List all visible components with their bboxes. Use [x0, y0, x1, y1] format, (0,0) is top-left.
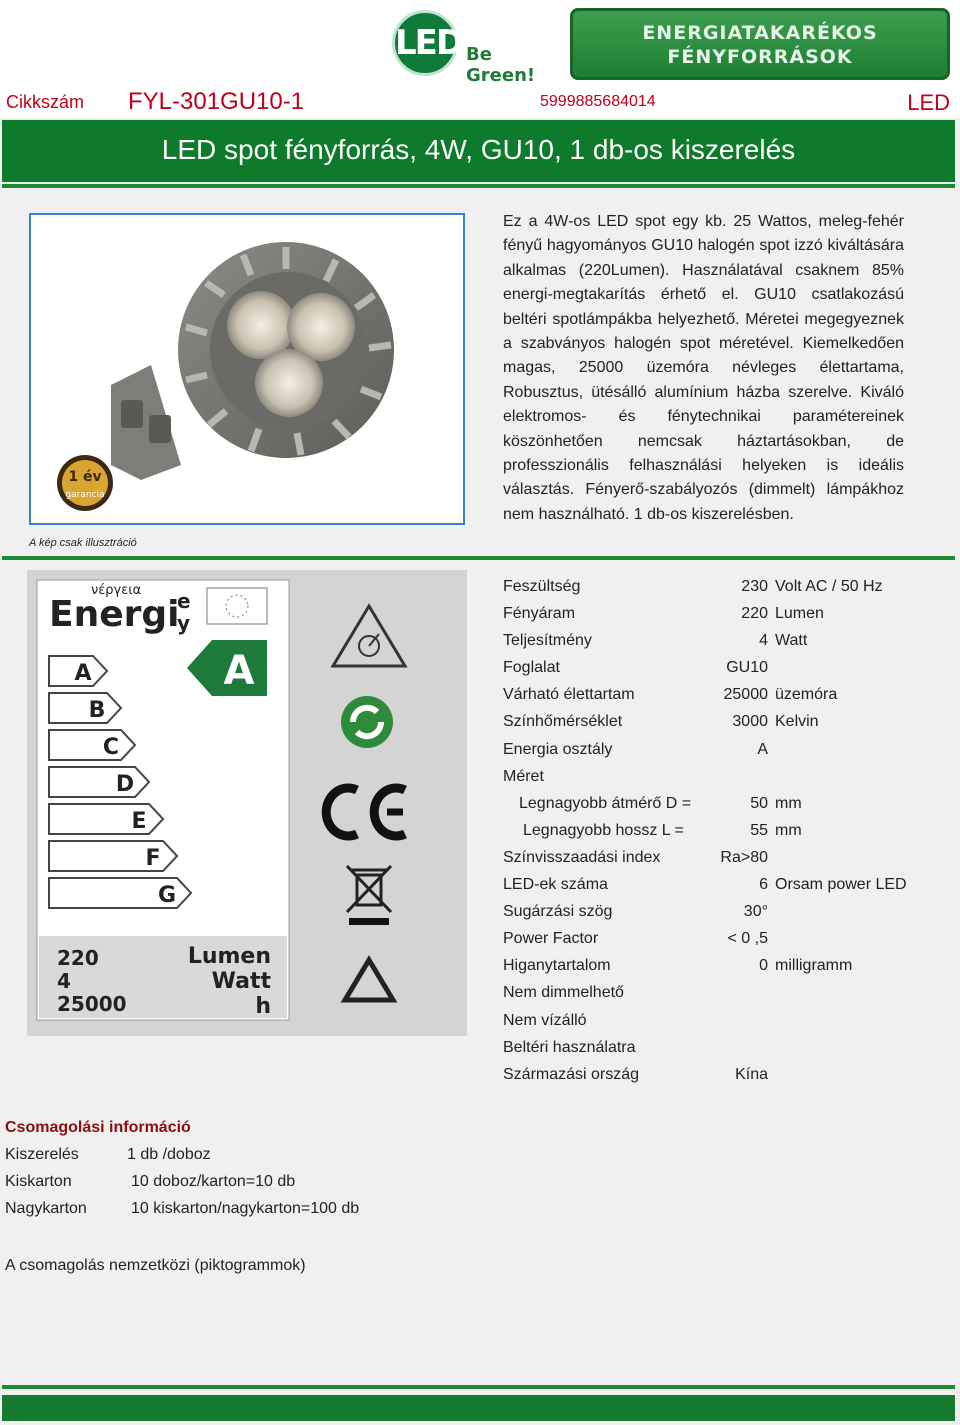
label-value-watt: 4: [57, 969, 71, 993]
energy-class-arrow: [49, 730, 135, 760]
energy-class-letter: D: [115, 772, 135, 797]
spec-row: [503, 1007, 933, 1034]
spec-value: 3000: [732, 713, 768, 731]
energy-label-graphic: [27, 570, 467, 1036]
spec-value: 6: [759, 876, 768, 894]
badge-top-text: 1 év: [68, 469, 102, 485]
spec-table: [503, 573, 933, 1088]
led-spot-bulb-illustration: [31, 215, 463, 523]
warranty-badge: [57, 455, 113, 511]
spec-unit: Watt: [775, 632, 808, 650]
spec-unit: mm: [775, 821, 802, 839]
product-title: LED spot fényforrás, 4W, GU10, 1 db-os kiszerelés: [2, 120, 955, 182]
energy-class-letter: A: [74, 661, 92, 686]
spec-label: Legnagyobb hossz L =: [523, 821, 684, 839]
spec-label: Színhőmérséklet: [503, 713, 623, 731]
category-label: LED: [907, 90, 950, 115]
spec-label: Beltéri használatra: [503, 1038, 636, 1056]
label-value-hours: 25000: [57, 992, 127, 1016]
spec-row: [503, 681, 933, 708]
spec-unit: Orsam power LED: [775, 876, 907, 894]
spec-label: Sugárzási szög: [503, 903, 613, 921]
spec-value: 230: [741, 578, 768, 595]
energy-rating: A: [223, 648, 255, 694]
label-header-side-2: y: [177, 611, 191, 635]
energy-class-letter: G: [157, 883, 177, 908]
product-code-row: [0, 88, 960, 118]
recycle-icon: [345, 960, 393, 1000]
spec-label: Energia osztály: [503, 740, 613, 758]
spec-label: Higanytartalom: [503, 957, 611, 975]
rotation-warning-icon: [333, 606, 405, 666]
spec-row: [503, 898, 933, 925]
spec-value: GU10: [726, 659, 768, 677]
packaging-label: Nagykarton: [5, 1200, 87, 1217]
spec-value: 25000: [723, 686, 768, 704]
banner-line-2: FÉNYFORRÁSOK: [667, 46, 853, 68]
spec-row: [503, 952, 933, 979]
spec-unit: Lumen: [775, 605, 824, 623]
spec-row: [503, 871, 933, 898]
code-label: Cikkszám: [6, 92, 85, 112]
label-value-lumen: 220: [57, 946, 99, 970]
pictograms-label: A csomagolás nemzetközi (piktogrammok): [5, 1257, 306, 1274]
spec-row: [503, 844, 933, 871]
packaging-row: [5, 1195, 505, 1222]
packaging-row: [5, 1168, 505, 1195]
divider: [2, 184, 955, 188]
spec-value: < 0 ,5: [727, 930, 768, 948]
packaging-row: [5, 1141, 505, 1168]
spec-row: [503, 1034, 933, 1061]
spec-row: [503, 763, 933, 790]
image-caption: A kép csak illusztráció: [29, 537, 137, 549]
crossed-bin-icon: [347, 866, 391, 925]
spec-row: [503, 979, 933, 1006]
spec-value: A: [757, 740, 768, 758]
packaging-label: Kiszerelés: [5, 1146, 79, 1163]
label-unit-watt: Watt: [211, 969, 271, 994]
spec-row: [503, 736, 933, 763]
spec-value: 4: [759, 632, 768, 650]
spec-row: [503, 654, 933, 681]
spec-value: 55: [750, 821, 768, 839]
product-code: FYL-301GU10-1: [128, 88, 305, 115]
footer-bar: [2, 1395, 955, 1421]
badge-bottom-text: garancia: [65, 490, 105, 500]
spec-value: 50: [750, 794, 768, 812]
spec-row: [503, 925, 933, 952]
spec-unit: üzemóra: [775, 686, 838, 704]
spec-value: Kína: [735, 1065, 768, 1083]
energy-class-letter: B: [88, 698, 106, 723]
spec-label: Várható élettartam: [503, 686, 635, 704]
packaging-title: Csomagolási információ: [5, 1119, 191, 1136]
packaging-value: 1 db /doboz: [127, 1146, 211, 1163]
spec-value: 220: [741, 605, 768, 623]
logo-slogan: Be Green!: [466, 44, 536, 86]
spec-value: Ra>80: [720, 848, 768, 866]
energy-class-letter: E: [131, 809, 147, 834]
spec-row: [503, 1061, 933, 1088]
header: [0, 0, 960, 88]
spec-value: 0: [759, 957, 768, 975]
label-header-big: Energi: [49, 594, 180, 635]
spec-row: [503, 573, 933, 600]
spec-label: Méret: [503, 767, 544, 785]
banner-line-1: ENERGIATAKARÉKOS: [642, 22, 878, 44]
spec-unit: milligramm: [775, 957, 853, 975]
spec-row: [503, 708, 933, 735]
green-dot-recycle-icon: [341, 696, 393, 748]
spec-label: Nem dimmelhető: [503, 984, 624, 1002]
divider: [2, 556, 955, 560]
energy-label: [27, 570, 467, 1036]
spec-unit: mm: [775, 794, 802, 812]
spec-unit: Volt AC / 50 Hz: [775, 578, 883, 595]
spec-label: LED-ek száma: [503, 876, 608, 894]
product-description: Ez a 4W-os LED spot egy kb. 25 Wattos, meleg-fehér fényű hagyományos GU10 halogén spot izzó kiváltására alkalmas (220Lumen). Használatával csaknem 85% energi-megtakarítás érhető el. GU10 csatlakozású beltéri spotlámpákba helyezhető. Méretei megegyeznek a szabványos halogén spot méretével. Kiemelkedően magas, 25000 üzemóra névleges élettartama, Robusztus, ütésálló alumínium házba szerelve. Kiváló elektromos- és fénytechnikai paramétereinek köszönhetően nemcsak háztartásokban, de professzionális felhasználási helyeken is ideális választás. Fényerő-szabályozós (dimmelt) lámpákhoz nem használható. 1 db-os kiszerelésben.: [503, 213, 904, 523]
spec-label: Színvisszaadási index: [503, 848, 661, 866]
label-unit-hours: h: [255, 994, 271, 1019]
spec-label: Származási ország: [503, 1065, 640, 1083]
spec-row: [503, 600, 933, 627]
product-image: [29, 213, 465, 525]
spec-unit: Kelvin: [775, 713, 819, 731]
spec-row: [503, 817, 933, 844]
eu-flag-icon: [207, 588, 267, 624]
ean-code: 5999885684014: [540, 93, 656, 110]
packaging-value: 10 kiskarton/nagykarton=100 db: [131, 1200, 360, 1217]
packaging-label: Kiskarton: [5, 1173, 72, 1190]
packaging-value: 10 doboz/karton=10 db: [131, 1173, 296, 1190]
spec-label: Power Factor: [503, 930, 599, 948]
spec-label: Fényáram: [503, 605, 576, 623]
spec-value: 30°: [743, 903, 768, 921]
spec-label: Nem vízálló: [503, 1011, 587, 1029]
spec-label: Teljesítmény: [503, 632, 592, 650]
label-header-side-1: e: [177, 589, 191, 613]
led-logo-icon: LED: [392, 10, 458, 76]
brand-logo: [392, 10, 562, 86]
energy-class-letter: C: [102, 735, 120, 760]
ce-mark-icon: [326, 788, 405, 836]
energy-class-arrow: [49, 693, 121, 723]
label-unit-lumen: Lumen: [187, 944, 271, 969]
spec-row: [503, 627, 933, 654]
spec-label: Foglalat: [503, 659, 560, 677]
spec-label: Legnagyobb átmérő D =: [519, 794, 692, 812]
energy-saving-banner: [570, 8, 950, 80]
energy-class-letter: F: [145, 846, 161, 871]
label-header-small: νέργεια: [91, 583, 142, 598]
packaging-section: [5, 1114, 505, 1222]
spec-row: [503, 790, 933, 817]
divider: [2, 1385, 955, 1389]
spec-label: Feszültség: [503, 578, 581, 595]
